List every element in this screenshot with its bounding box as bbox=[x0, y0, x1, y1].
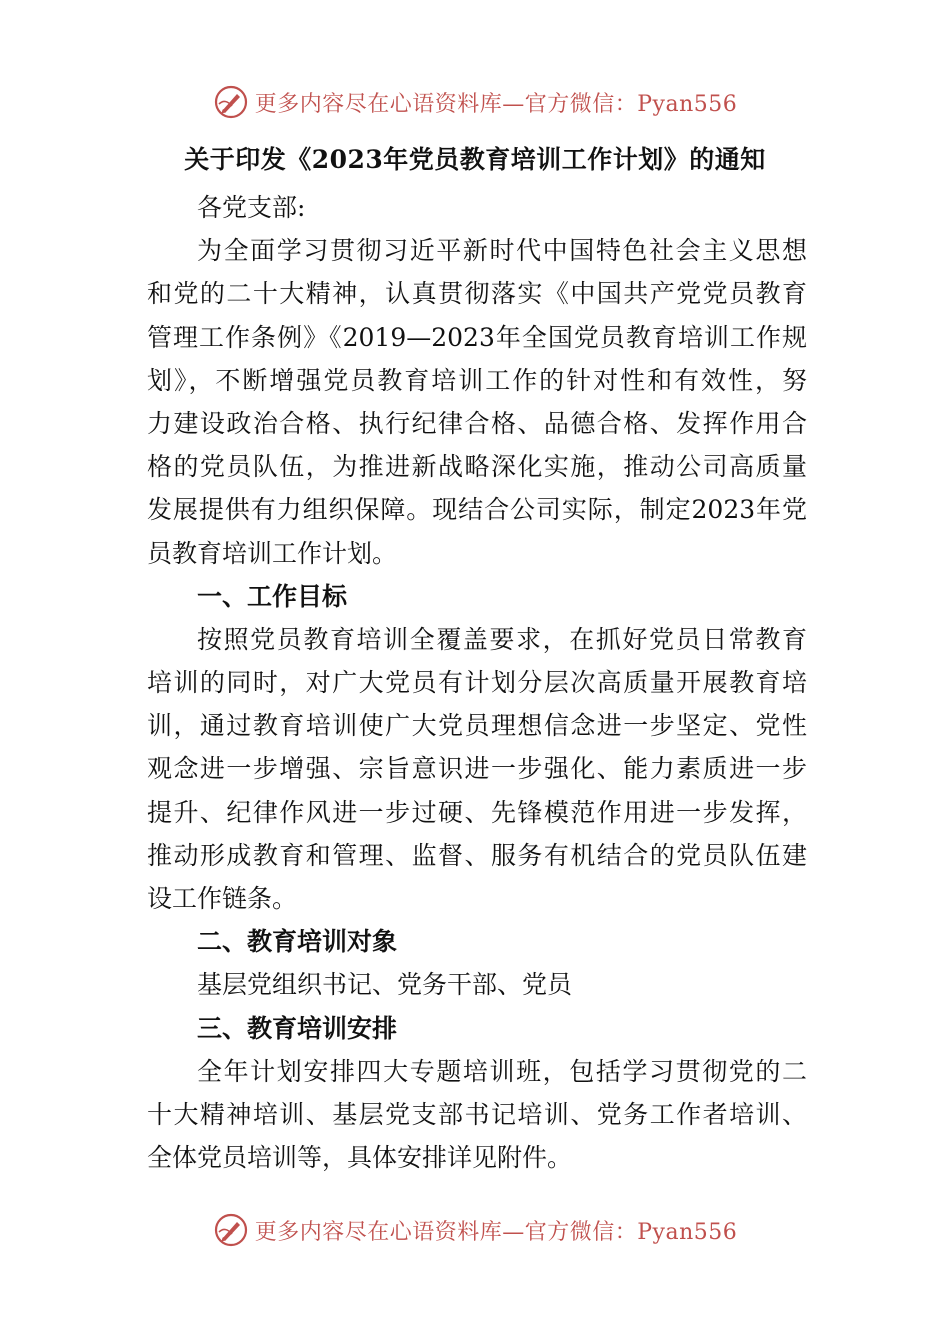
salutation: 各党支部: bbox=[197, 193, 306, 222]
watermark-banner-bottom bbox=[0, 1206, 950, 1254]
goals-paragraph bbox=[147, 618, 807, 920]
paragraph-line: 推动形成教育和管理、监督、服务有机结合的党员队伍建 bbox=[147, 840, 807, 870]
paragraph-line: 基层党组织书记、党务干部、党员 bbox=[197, 970, 573, 1000]
paragraph-line: 训，通过教育培训使广大党员理想信念进一步坚定、党性 bbox=[147, 711, 807, 741]
section-heading-targets: 二、教育培训对象 bbox=[197, 927, 398, 957]
targets-paragraph bbox=[147, 963, 807, 1006]
paragraph-line: 员教育培训工作计划。 bbox=[147, 538, 398, 568]
paragraph-line: 力建设政治合格、执行纪律合格、品德合格、发挥作用合 bbox=[147, 408, 807, 438]
paragraph-line: 管理工作条例》《2019—2023年全国党员教育培训工作规 bbox=[147, 322, 807, 352]
watermark-banner-top bbox=[0, 78, 950, 126]
paragraph-line: 和党的二十大精神，认真贯彻落实《中国共产党党员教育 bbox=[147, 279, 807, 309]
watermark-text: 更多内容尽在心语资料库—官方微信：Pyan556 bbox=[254, 91, 738, 117]
paragraph-line: 培训的同时，对广大党员有计划分层次高质量开展教育培 bbox=[147, 668, 807, 698]
paragraph-line: 设工作链条。 bbox=[147, 884, 298, 913]
section-heading-goals: 一、工作目标 bbox=[197, 581, 348, 611]
watermark-text: 更多内容尽在心语资料库—官方微信：Pyan556 bbox=[254, 1219, 738, 1245]
paragraph-line: 为全面学习贯彻习近平新时代中国特色社会主义思想 bbox=[197, 236, 807, 266]
pen-logo-icon bbox=[213, 1212, 249, 1248]
intro-paragraph bbox=[147, 229, 807, 575]
document-body bbox=[147, 186, 807, 1179]
paragraph-line: 提升、纪律作风进一步过硬、先锋模范作用进一步发挥， bbox=[147, 797, 807, 827]
document-title: 关于印发《2023年党员教育培训工作计划》的通知 bbox=[184, 145, 766, 174]
paragraph-line: 按照党员教育培训全覆盖要求，在抓好党员日常教育 bbox=[197, 624, 807, 654]
section-heading-arrangement: 三、教育培训安排 bbox=[197, 1013, 398, 1043]
paragraph-line: 格的党员队伍，为推进新战略深化实施，推动公司高质量 bbox=[147, 452, 807, 482]
paragraph-line: 发展提供有力组织保障。现结合公司实际，制定2023年党 bbox=[147, 495, 807, 525]
paragraph-line: 观念进一步增强、宗旨意识进一步强化、能力素质进一步 bbox=[147, 754, 807, 784]
paragraph-line: 全体党员培训等，具体安排详见附件。 bbox=[147, 1143, 573, 1173]
paragraph-line: 十大精神培训、基层党支部书记培训、党务工作者培训、 bbox=[147, 1099, 807, 1129]
pen-logo-icon bbox=[213, 84, 249, 120]
paragraph-line: 全年计划安排四大专题培训班，包括学习贯彻党的二 bbox=[197, 1056, 807, 1086]
paragraph-line: 划》，不断增强党员教育培训工作的针对性和有效性，努 bbox=[147, 365, 807, 395]
arrangement-paragraph bbox=[147, 1050, 807, 1180]
